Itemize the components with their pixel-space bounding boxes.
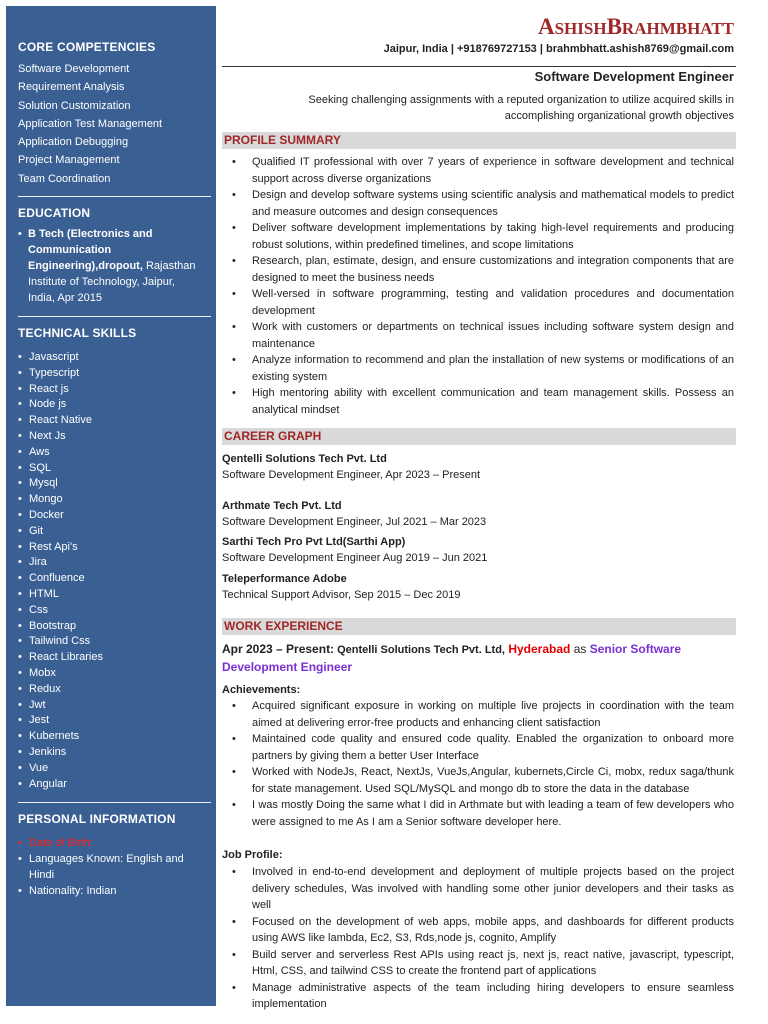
achievements-list [222, 698, 734, 830]
skill-item: • Vue [28, 761, 216, 777]
name-initial: A [537, 14, 555, 39]
languages-item: • Languages Known: English and Hindi [28, 852, 199, 884]
career-objective: Seeking challenging assignments with a reputed organization to utilize acquired skills in accomplishing organizational growth objectives [308, 94, 734, 122]
competency-item: Requirement Analysis [18, 81, 125, 94]
dob-item: • Date of Birth: [28, 836, 216, 852]
achievement-item: • I was mostly Doing the same what I did in Arthmate but with leading a team of few developers who were assigned to me As I am a Senior software developer here. [222, 797, 734, 830]
skill-item: • Jenkins [28, 745, 216, 761]
personal-heading: PERSONAL INFORMATION [18, 812, 176, 827]
skill-item: • Angular [28, 777, 216, 793]
job-role: Software Development Engineer [534, 69, 734, 84]
skill-item: • Next Js [28, 429, 216, 445]
job-company: Qentelli Solutions Tech Pvt. Ltd, [334, 644, 505, 656]
profile-item: • Design and develop software systems using scientific analysis and mathematical models to predict and measure outcomes and design consequences [222, 187, 734, 220]
career-entry [222, 498, 736, 530]
competencies-list [18, 60, 216, 188]
career-company: Teleperformance Adobe [222, 573, 347, 585]
achievements-label: Achievements: [222, 684, 301, 696]
competency-item: Application Debugging [18, 136, 129, 149]
profile-item: • Qualified IT professional with over 7 years of experience in software development and technical support across diverse organizations [222, 154, 734, 187]
career-detail: Software Development Engineer, Apr 2023 – Present [222, 469, 481, 481]
career-detail: Software Development Engineer Aug 2019 – Jun 2021 [222, 552, 488, 564]
skill-item: • React js [28, 382, 216, 398]
nationality-item: • Nationality: Indian [28, 884, 216, 900]
education-institute: Rajasthan Institute of Technology, Jaipur, India, Apr 2015 [28, 260, 196, 305]
achievement-item: • Worked with NodeJs, React, NextJs, VueJs,Angular, kubernets,Circle Ci, mobx, redux saga/thunk for state management. Used SQL/MySQL and mongo db to store the data in the database [222, 764, 734, 797]
surname-initial: B [606, 14, 622, 39]
competency-item: Application Test Management [18, 117, 163, 130]
skill-item: • Kubernets [28, 729, 216, 745]
career-detail: Software Development Engineer, Jul 2021 – Mar 2023 [222, 516, 487, 528]
divider [18, 316, 211, 317]
career-company: Sarthi Tech Pro Pvt Ltd(Sarthi App) [222, 536, 406, 548]
job-profile-item: • Manage administrative aspects of the team including hiring developers to ensure seamless implementation [222, 980, 734, 1013]
surname-rest: RAHMBHATT [621, 19, 734, 38]
skill-item: • Docker [28, 508, 216, 524]
job-profile-item: • Focused on the development of web apps, mobile apps, and dashboards for different products using AWS like lambda, Ec2, S3, Rds,node js, cognito, Amplify [222, 914, 734, 947]
profile-summary-heading: PROFILE SUMMARY [222, 132, 736, 149]
job-profile-item: • Build server and serverless Rest APIs using react js, next js, react native, javascript, typescript, Html, CSS, and tailwind CSS to create the frontend part of applications [222, 947, 734, 980]
profile-item: • High mentoring ability with excellent communication and team management skills. Possess an analytical mindset [222, 385, 734, 418]
career-entry [222, 451, 736, 483]
career-entry [222, 534, 736, 566]
career-entry [222, 571, 736, 603]
career-graph-heading: CAREER GRAPH [222, 428, 736, 445]
achievement-item: • Acquired significant exposure in working on multiple live projects in coordination with the team aimed at delivering error-free products and enhancing client satisfaction [222, 698, 734, 731]
divider [18, 196, 211, 197]
profile-summary-list [222, 154, 734, 418]
education-list [18, 226, 216, 306]
education-item [28, 226, 200, 306]
skill-item: • Jwt [28, 698, 216, 714]
job-title-line [222, 641, 736, 676]
skills-heading: TECHNICAL SKILLS [18, 326, 137, 341]
competency-item: Team Coordination [18, 172, 111, 185]
achievement-item: • Maintained code quality and ensured code quality. Enabled the organization to onboard more partners by giving them a better User Interface [222, 731, 734, 764]
job-profile-list [222, 864, 734, 1013]
profile-item: • Well-versed in software programming, testing and validation procedures and documentation development [222, 286, 734, 319]
job-profile-item: • Involved in end-to-end development and deployment of multiple projects based on the project delivery schedules, Was involved with handling some other junior developers and their tasks as well [222, 864, 734, 914]
skill-item: • Javascript [28, 350, 216, 366]
skill-item: • Git [28, 524, 216, 540]
competencies-heading: CORE COMPETENCIES [18, 40, 156, 54]
skill-item: • Mysql [28, 476, 216, 492]
job-period: Apr 2023 – Present: [222, 642, 335, 656]
competency-item: Software Development [18, 63, 130, 75]
skill-item: • Confluence [28, 571, 216, 587]
education-heading: EDUCATION [18, 206, 91, 221]
skill-item: • React Libraries [28, 650, 216, 666]
contact-line: Jaipur, India | +918769727153 | brahmbhatt.ashish8769@gmail.com [383, 43, 734, 55]
job-position: Senior Software Development Engineer [222, 642, 682, 674]
career-company: Arthmate Tech Pvt. Ltd [222, 500, 342, 512]
skill-item: • Jest [28, 713, 216, 729]
profile-item: • Research, plan, estimate, design, and ensure customizations and integration components that are designed to meet the business needs [222, 253, 734, 286]
sidebar [6, 6, 216, 1006]
job-as: as [570, 642, 590, 656]
skill-item: • Typescript [28, 366, 216, 382]
skill-item: • Aws [28, 445, 216, 461]
personal-list [18, 836, 216, 899]
skill-item: • SQL [28, 461, 216, 477]
skill-item: • Redux [28, 682, 216, 698]
name-rest: SHISH [554, 19, 607, 38]
career-detail: Technical Support Advisor, Sep 2015 – Dec 2019 [222, 589, 461, 601]
skill-item: • Node js [28, 397, 216, 413]
competency-item: Project Management [18, 154, 120, 167]
skill-item: • Tailwind Css [28, 634, 216, 650]
education-degree: B Tech (Electronics and Communication Engineering),dropout, [28, 228, 153, 273]
profile-item: • Analyze information to recommend and plan the installation of new systems or modifications of an existing system [222, 352, 734, 385]
profile-item: • Work with customers or departments on technical issues including software system design and maintenance [222, 319, 734, 352]
skill-item: • Bootstrap [28, 619, 216, 635]
skill-item: • Rest Api's [28, 540, 216, 556]
job-city: Hyderabad [508, 642, 571, 656]
skill-item: • React Native [28, 413, 216, 429]
career-company: Qentelli Solutions Tech Pvt. Ltd [222, 453, 387, 465]
skill-item: • Css [28, 603, 216, 619]
profile-item: • Deliver software development implementations by taking high-level requirements and producing robust solutions, within predefined timelines, and scope limitations [222, 220, 734, 253]
skill-item: • Mongo [28, 492, 216, 508]
candidate-name [538, 14, 734, 40]
skills-list [18, 350, 216, 792]
divider [18, 802, 211, 803]
work-experience-heading: WORK EXPERIENCE [222, 618, 736, 635]
competency-item: Solution Customization [18, 99, 131, 112]
skill-item: • Mobx [28, 666, 216, 682]
skill-item: • HTML [28, 587, 216, 603]
job-profile-label: Job Profile: [222, 849, 283, 861]
header-rule [222, 66, 736, 67]
skill-item: • Jira [28, 555, 216, 571]
